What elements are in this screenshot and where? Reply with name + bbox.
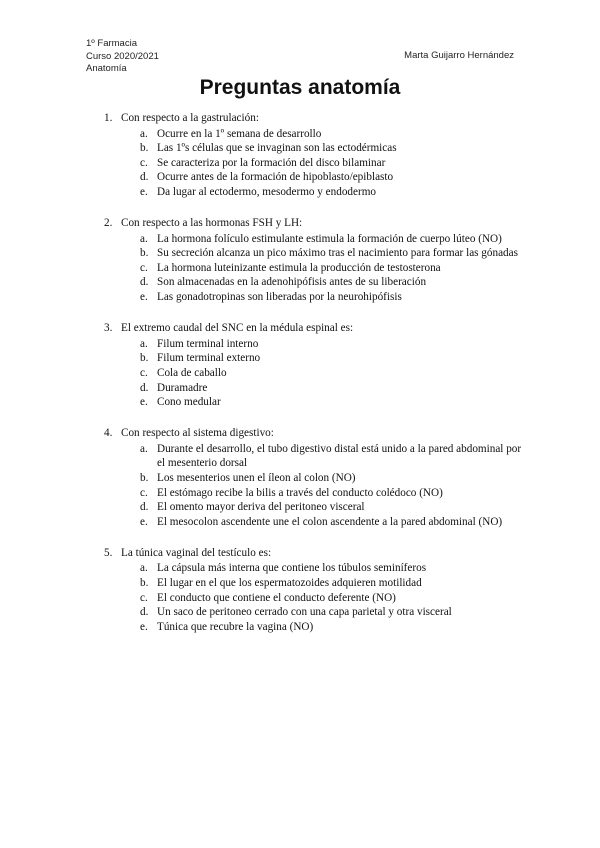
option-text: Los mesenterios unen el íleon al colon (NO) — [157, 471, 356, 484]
option-c — [140, 366, 524, 381]
option-b — [140, 471, 524, 486]
option-letter: e. — [140, 515, 148, 528]
option-letter: a. — [140, 562, 148, 575]
option-letter: b. — [140, 471, 149, 484]
option-text: Su secreción alcanza un pico máximo tras el nacimiento para formar las gónadas — [157, 247, 518, 260]
header-subject: Anatomía — [86, 63, 127, 74]
option-text: Un saco de peritoneo cerrado con una capa parietal y otra visceral — [157, 606, 452, 619]
question-number: 2. — [104, 217, 113, 230]
header-left — [86, 38, 159, 76]
option-letter: b. — [140, 577, 149, 590]
option-text: El estómago recibe la bilis a través del conducto colédoco (NO) — [157, 486, 443, 499]
option-d — [140, 381, 524, 396]
option-letter: d. — [140, 171, 149, 184]
option-d — [140, 170, 524, 185]
option-text: Duramadre — [157, 381, 208, 394]
option-letter: c. — [140, 486, 148, 499]
question-3 — [104, 321, 524, 410]
option-letter: e. — [140, 291, 148, 304]
question-list — [104, 111, 524, 651]
option-text: La hormona luteinizante estimula la producción de testosterona — [157, 261, 441, 274]
option-text: Ocurre en la 1º semana de desarrollo — [157, 127, 322, 140]
question-text: Con respecto a las hormonas FSH y LH: — [121, 217, 303, 230]
option-a — [140, 442, 524, 471]
option-d — [140, 605, 524, 620]
option-text: Las gonadotropinas son liberadas por la neurohipófisis — [157, 291, 402, 304]
option-letter: a. — [140, 442, 148, 455]
option-letter: e. — [140, 185, 148, 198]
option-text: Durante el desarrollo, el tubo digestivo distal está unido a la pared abdominal por el mesenterio dorsal — [157, 442, 522, 470]
question-5 — [104, 546, 524, 635]
option-a — [140, 232, 524, 247]
option-text: Son almacenadas en la adenohipófisis antes de su liberación — [157, 276, 427, 289]
option-list — [140, 561, 524, 634]
option-text: La hormona folículo estimulante estimula la formación de cuerpo lúteo (NO) — [157, 232, 502, 245]
option-d — [140, 275, 524, 290]
header-author: Marta Guijarro Hernández — [404, 50, 514, 61]
question-1 — [104, 111, 524, 200]
option-list — [140, 442, 524, 530]
option-letter: d. — [140, 501, 149, 514]
option-c — [140, 591, 524, 606]
question-number: 1. — [104, 112, 113, 124]
question-text: La túnica vaginal del testículo es: — [121, 546, 272, 559]
option-letter: c. — [140, 366, 148, 379]
option-letter: b. — [140, 352, 149, 365]
question-number: 3. — [104, 322, 113, 335]
option-text: Las 1ºs células que se invaginan son las ectodérmicas — [157, 142, 397, 155]
option-e — [140, 185, 524, 200]
option-text: Cono medular — [157, 396, 221, 409]
question-line — [104, 111, 524, 126]
question-text: El extremo caudal del SNC en la médula espinal es: — [121, 322, 354, 335]
option-text: El omento mayor deriva del peritoneo visceral — [157, 501, 365, 514]
option-letter: a. — [140, 232, 148, 245]
option-text: El lugar en el que los espermatozoides adquieren motilidad — [157, 577, 422, 590]
option-b — [140, 576, 524, 591]
page-title: Preguntas anatomía — [199, 76, 401, 99]
option-letter: d. — [140, 606, 149, 619]
question-line — [104, 321, 524, 336]
option-text: Túnica que recubre la vagina (NO) — [157, 620, 314, 633]
option-text: El mesocolon ascendente une el colon ascendente a la pared abdominal (NO) — [157, 515, 503, 528]
question-line — [104, 216, 524, 231]
option-a — [140, 561, 524, 576]
option-text: Filum terminal interno — [157, 337, 259, 350]
option-list — [140, 232, 524, 305]
option-c — [140, 156, 524, 171]
option-text: Ocurre antes de la formación de hipoblasto/epiblasto — [157, 171, 394, 184]
option-text: Cola de caballo — [157, 366, 227, 379]
question-2 — [104, 216, 524, 305]
question-4 — [104, 426, 524, 529]
question-number: 5. — [104, 546, 113, 559]
question-line — [104, 546, 524, 561]
option-b — [140, 351, 524, 366]
option-d — [140, 500, 524, 515]
option-letter: b. — [140, 247, 149, 260]
header-course: Curso 2020/2021 — [86, 50, 159, 62]
option-e — [140, 515, 524, 530]
option-b — [140, 141, 524, 156]
option-text: Filum terminal externo — [157, 352, 261, 365]
option-text: El conducto que contiene el conducto deferente (NO) — [157, 591, 396, 604]
option-letter: a. — [140, 127, 148, 140]
option-letter: a. — [140, 337, 148, 350]
question-text: Con respecto al sistema digestivo: — [121, 427, 274, 440]
option-letter: c. — [140, 156, 148, 169]
option-text: Da lugar al ectodermo, mesodermo y endodermo — [157, 185, 377, 198]
option-e — [140, 395, 524, 410]
option-e — [140, 290, 524, 305]
option-a — [140, 127, 524, 142]
option-letter: e. — [140, 396, 148, 409]
option-list — [140, 127, 524, 200]
option-letter: c. — [140, 261, 148, 274]
option-letter: d. — [140, 381, 149, 394]
option-b — [140, 246, 524, 261]
option-a — [140, 337, 524, 352]
option-c — [140, 261, 524, 276]
option-c — [140, 486, 524, 501]
question-number: 4. — [104, 427, 113, 440]
header-course-year: 1º Farmacia — [86, 38, 137, 49]
option-letter: e. — [140, 620, 148, 633]
option-e — [140, 620, 524, 635]
option-letter: b. — [140, 142, 149, 155]
option-letter: d. — [140, 276, 149, 289]
option-text: La cápsula más interna que contiene los túbulos seminíferos — [157, 562, 427, 575]
option-list — [140, 337, 524, 410]
question-line — [104, 426, 524, 441]
question-text: Con respecto a la gastrulación: — [121, 112, 259, 124]
option-text: Se caracteriza por la formación del disco bilaminar — [157, 156, 386, 169]
option-letter: c. — [140, 591, 148, 604]
